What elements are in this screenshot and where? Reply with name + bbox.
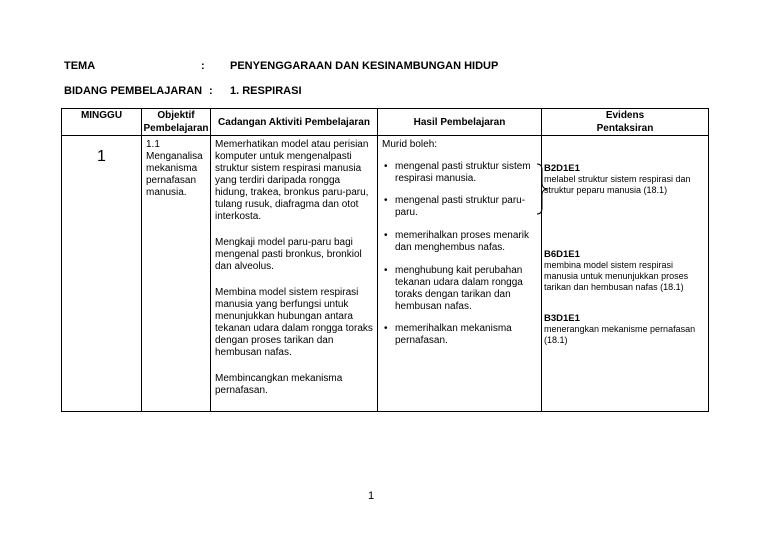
- evidence-code: B2D1E1: [544, 163, 580, 174]
- outcomes-intro: Murid boleh:: [382, 139, 438, 150]
- tema-colon: :: [201, 60, 205, 72]
- bullet-icon: •: [384, 323, 388, 334]
- header-hasil-label: Hasil Pembelajaran: [413, 116, 506, 128]
- header-aktiviti-label: Cadangan Aktiviti Pembelajaran: [218, 116, 370, 128]
- week-number: 1: [97, 148, 106, 165]
- header-minggu: [62, 109, 142, 136]
- evidence-code: B3D1E1: [544, 313, 580, 324]
- header-evidens: [542, 109, 709, 136]
- header-evidens-line2: Pentaksiran: [596, 123, 654, 134]
- list-item: [382, 230, 537, 254]
- bullet-icon: •: [384, 161, 388, 172]
- curly-brace-icon: [536, 163, 550, 215]
- activities-cell: [211, 136, 378, 412]
- outcomes-list: [382, 161, 537, 347]
- evidence-item: [542, 249, 708, 293]
- bidang-label: BIDANG PEMBELAJARAN: [64, 85, 203, 97]
- evidence-item: [542, 313, 708, 346]
- lesson-plan-table: [61, 108, 709, 412]
- bullet-icon: •: [384, 265, 388, 276]
- list-item: [382, 195, 537, 219]
- week-cell: [62, 136, 142, 412]
- header-minggu-label: MINGGU: [80, 110, 123, 121]
- evidence-desc: menerangkan mekanisme pernafasan (18.1): [544, 324, 696, 345]
- bullet-icon: •: [384, 195, 388, 206]
- header-objektif-line1: Objektif: [157, 110, 195, 121]
- outcome-text: memerihalkan mekanisma pernafasan.: [395, 323, 512, 346]
- evidence-desc: melabel struktur sistem respirasi dan struktur peparu manusia (18.1): [544, 174, 691, 195]
- table-row: [62, 136, 709, 412]
- header-objektif-line2: Pembelajaran: [143, 123, 209, 134]
- bidang-value: 1. RESPIRASI: [230, 85, 302, 97]
- objective-cell: [142, 136, 211, 412]
- activity-item: Mengkaji model paru-paru bagi mengenal pasti bronkus, bronkiol dan alveolus.: [215, 237, 362, 272]
- evidence-desc: membina model sistem respirasi manusia untuk menunjukkan proses tarikan dan hembusan nafas (18.1): [544, 260, 689, 292]
- list-item: [382, 161, 537, 185]
- evidence-code: B6D1E1: [544, 249, 580, 260]
- outcome-text: memerihalkan proses menarik dan menghembus nafas.: [395, 230, 529, 253]
- outcome-text: menghubung kait perubahan tekanan udara dalam rongga toraks dengan tarikan dan hembusan nafas.: [395, 265, 523, 312]
- outcomes-cell: [378, 136, 542, 412]
- list-item: [382, 323, 537, 347]
- bidang-colon: :: [209, 85, 213, 97]
- header-aktiviti: [211, 109, 378, 136]
- bullet-icon: •: [384, 230, 388, 241]
- page-number: 1: [368, 490, 375, 502]
- activity-item: Membina model sistem respirasi manusia yang berfungsi untuk menunjukkan hubungan antara tekanan udara dalam rongga toraks dengan proses tarikan dan hembusan nafas.: [215, 287, 373, 358]
- outcome-text: mengenal pasti struktur paru-paru.: [395, 195, 526, 218]
- tema-label: TEMA: [64, 60, 96, 72]
- header-hasil: [378, 109, 542, 136]
- evidence-cell: [542, 136, 709, 412]
- outcome-text: mengenal pasti struktur sistem respirasi manusia.: [395, 161, 531, 184]
- header-objektif: [142, 109, 211, 136]
- evidence-item: [542, 163, 708, 196]
- activity-item: Membincangkan mekanisma pernafasan.: [215, 373, 343, 396]
- header-evidens-line1: Evidens: [605, 110, 645, 121]
- activity-item: Memerhatikan model atau perisian komputer untuk mengenalpasti struktur sistem respirasi manusia yang terdiri daripada rongga hidung, trakea, bronkus paru-paru, tulang rusuk, diafragma dan otot interkosta.: [215, 139, 369, 222]
- tema-value: PENYENGGARAAN DAN KESINAMBUNGAN HIDUP: [230, 60, 499, 72]
- table-header-row: [62, 109, 709, 136]
- list-item: [382, 265, 537, 313]
- objective-text: 1.1 Menganalisa mekanisma pernafasan manusia.: [146, 139, 203, 198]
